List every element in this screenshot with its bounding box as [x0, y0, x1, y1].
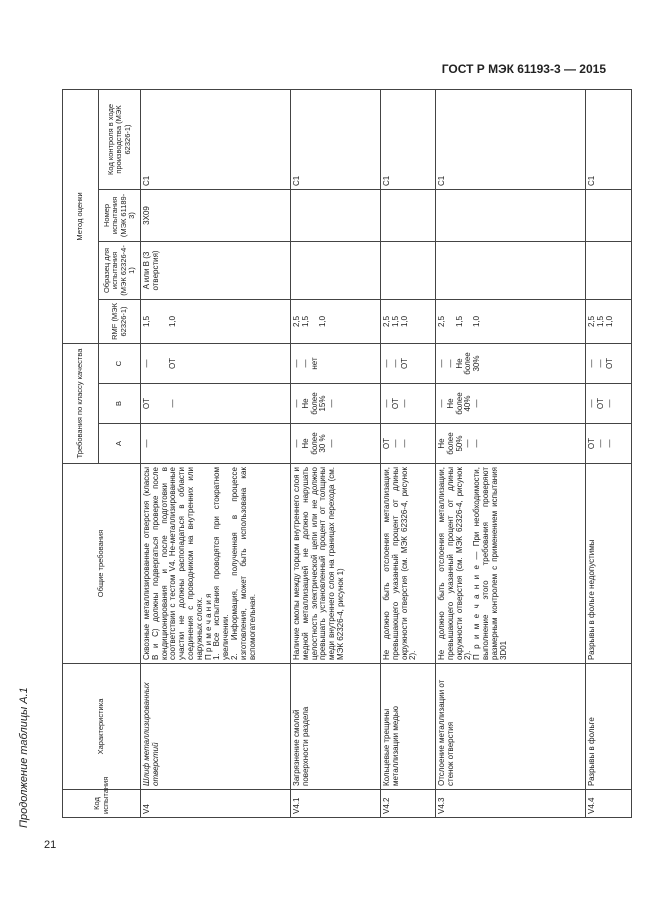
cell-rmf: 2,5 1,5 1,0: [291, 299, 381, 343]
header-class-b: B: [99, 384, 141, 424]
cell-class-b: — OT —: [586, 384, 632, 424]
cell-general: [291, 464, 381, 664]
cell-general: [436, 464, 586, 664]
general-paragraph: П р и м е ч а н и я: [203, 593, 213, 660]
cell-general: [381, 464, 436, 664]
cell-testno: 3X09: [141, 189, 291, 241]
cell-testno: [586, 189, 632, 241]
cell-class-a: — Не более 30 % —: [291, 424, 381, 464]
cell-testno: [291, 189, 381, 241]
cell-sample: [291, 241, 381, 299]
cell-rmf: 2,5 1,5 1,0: [381, 299, 436, 343]
header-testno: Номер испытания (МЭК 61189-3): [99, 189, 141, 241]
cell-class-c: — — нет: [291, 343, 381, 383]
cell-ctrl: C1: [586, 89, 632, 189]
cell-characteristic: Загрязнение смолой поверхности раздела: [291, 664, 381, 790]
table-row: [436, 89, 586, 817]
cell-class-c: — — OT: [381, 343, 436, 383]
cell-sample: [586, 241, 632, 299]
cell-class-b: — Не более 40% —: [436, 384, 586, 424]
cell-testno: [381, 189, 436, 241]
general-paragraph: 1. Все испытания проводятся при стократном увеличении.: [212, 467, 231, 660]
general-paragraph: Не должно быть отслоения металлизации, превышающего указанный процент от длины окружности отверстия (см. МЭК 62326-4, рисунок 2).: [437, 467, 473, 660]
table-row: [381, 89, 436, 817]
cell-rmf: 1,5 1,0: [141, 299, 291, 343]
general-paragraph: Разрывы в фольге недопустимы: [587, 539, 596, 660]
cell-class-a: Не более 50% — —: [436, 424, 586, 464]
cell-rmf: 2,5 1,5 1,0: [436, 299, 586, 343]
rotated-table-wrapper: [62, 90, 614, 818]
cell-ctrl: C1: [436, 89, 586, 189]
cell-characteristic: Шлиф металлизированных отверстий: [141, 664, 291, 790]
cell-class-c: — — OT: [586, 343, 632, 383]
cell-class-a: OT — —: [586, 424, 632, 464]
header-code: Код испытания: [63, 790, 141, 818]
page-number: 21: [44, 839, 57, 851]
cell-code: V4.1: [291, 790, 381, 818]
cell-class-c: — OT: [141, 343, 291, 383]
table-row: [291, 89, 381, 817]
general-paragraph: Не должно быть отслоения металлизации, превышающего указанный процент от длины окружности отверстия (см. МЭК 62326-4, рисунок 2).: [382, 467, 418, 660]
header-class-c: C: [99, 343, 141, 383]
table-row: [586, 89, 632, 817]
general-paragraph: Наличие смолы между торцом внутреннего слоя и медной металлизацией не должно нарушать целостность электрической цепи или не должно превышать установленный процент от толщины меди внутреннего слоя на границах перехода (см. МЭК 62326-4, рисунок 1): [292, 467, 345, 660]
cell-characteristic: Кольцевые трещины металлизации медью: [381, 664, 436, 790]
header-method: Метод оценки: [63, 89, 99, 343]
cell-sample: [381, 241, 436, 299]
header-characteristic: Характеристика: [63, 664, 141, 790]
cell-class-b: OT —: [141, 384, 291, 424]
document-header: ГОСТ Р МЭК 61193-3 — 2015: [441, 62, 606, 76]
cell-class-b: — Не более 15% —: [291, 384, 381, 424]
cell-class-c: — — Не более 30%: [436, 343, 586, 383]
cell-sample: A или B (3 отверстия): [141, 241, 291, 299]
header-ctrl: Код контроля в ходе производства (МЭК 62326-1): [99, 89, 141, 189]
general-paragraph: П р и м е ч а н и е — При необходимости, выполнение этого требования проверяют размерным контролем с применением испытания 3D01: [472, 467, 508, 660]
cell-class-a: OT — —: [381, 424, 436, 464]
cell-characteristic: Разрывы в фольге: [586, 664, 632, 790]
cell-general: [586, 464, 632, 664]
cell-code: V4.3: [436, 790, 586, 818]
header-requirements: Требования по классу качества: [63, 343, 99, 463]
cell-code: V4: [141, 790, 291, 818]
cell-characteristic: Отслоение металлизации от стенок отверстия: [436, 664, 586, 790]
cell-ctrl: C1: [141, 89, 291, 189]
cell-ctrl: C1: [381, 89, 436, 189]
cell-class-b: — OT —: [381, 384, 436, 424]
cell-class-a: —: [141, 424, 291, 464]
cell-code: V4.4: [586, 790, 632, 818]
general-paragraph: 2. Информация, полученная в процессе изготовления, может быть использована как вспомогательная.: [229, 467, 257, 660]
cell-sample: [436, 241, 586, 299]
requirements-table: [62, 89, 632, 818]
cell-ctrl: C1: [291, 89, 381, 189]
cell-testno: [436, 189, 586, 241]
general-paragraph: Сквозные металлизированные отверстия (классы В и С) должны подвергаться проверке после кондиционирования и после подготовки в соответствии с тестом V4. Не-металлизированные участки не должны распопадаться в области соединения с проводником на внутренних или наружных слоях.: [142, 467, 204, 660]
cell-rmf: 2,5 1,5 1,0: [586, 299, 632, 343]
cell-general: [141, 464, 291, 664]
header-sample: Образец для испытания (МЭК 62326-4-1): [99, 241, 141, 299]
header-rmf: RMF (МЭК 62326-1): [99, 299, 141, 343]
header-class-a: A: [99, 424, 141, 464]
table-row: [141, 89, 291, 817]
table-continuation-caption: Продолжение таблицы А.1: [18, 687, 30, 828]
header-general: Общие требования: [63, 464, 141, 664]
cell-code: V4.2: [381, 790, 436, 818]
